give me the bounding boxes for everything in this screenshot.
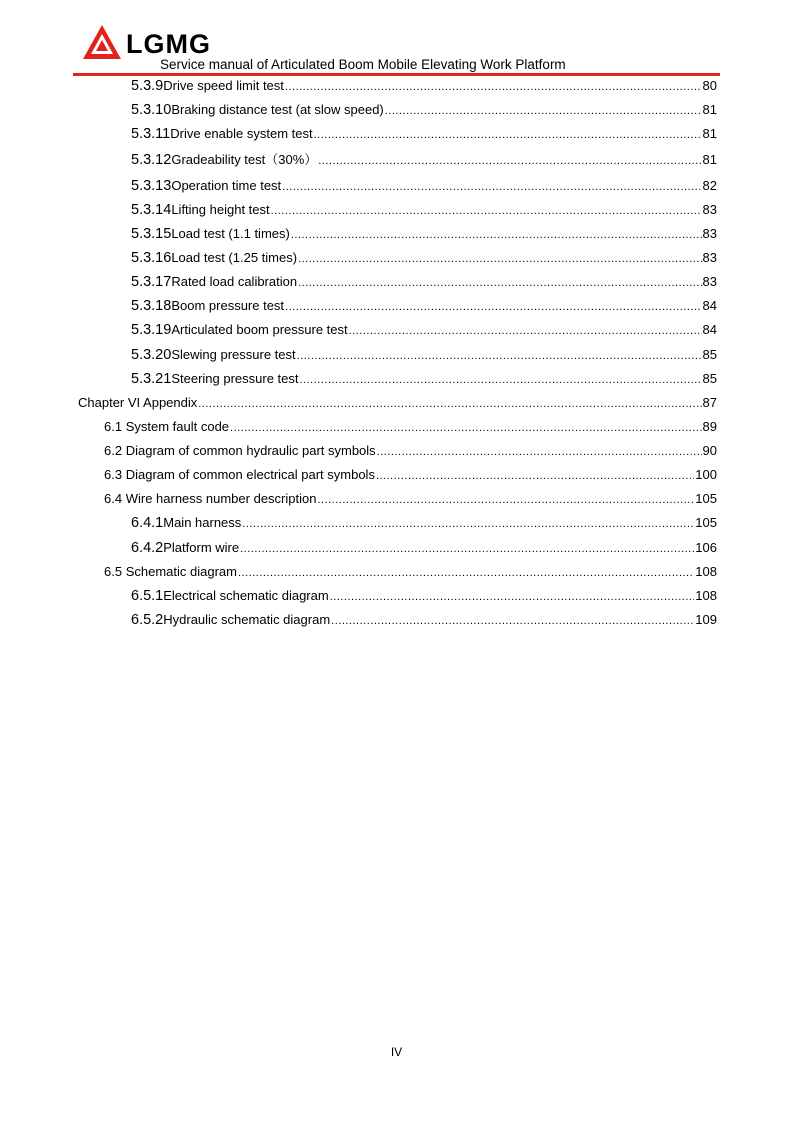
toc-number: 6.3 xyxy=(104,467,123,482)
toc-title: Electrical schematic diagram xyxy=(163,588,329,603)
toc-title: Boom pressure test xyxy=(171,298,285,313)
toc-leader xyxy=(317,491,694,509)
toc-leader xyxy=(349,322,702,340)
toc-entry-6-4-2[interactable] xyxy=(131,539,717,557)
toc-page: 89 xyxy=(702,419,717,434)
toc-page: 80 xyxy=(702,78,717,93)
toc-leader xyxy=(198,395,701,413)
toc-title: Drive speed limit test xyxy=(163,78,284,93)
toc-entry-5-3-21[interactable] xyxy=(131,370,717,388)
toc-page: 108 xyxy=(695,588,717,603)
toc-leader xyxy=(242,515,694,533)
toc-number: 5.3.17 xyxy=(131,274,172,290)
toc-number: 5.3.16 xyxy=(131,250,172,266)
toc-number: 5.3.20 xyxy=(131,347,172,363)
toc-leader xyxy=(376,467,694,485)
toc-leader xyxy=(300,371,702,389)
toc-page: 83 xyxy=(702,250,717,265)
toc-title: Diagram of common hydraulic part symbols xyxy=(125,443,376,458)
toc-leader xyxy=(230,419,702,437)
toc-leader xyxy=(238,564,694,582)
toc-leader xyxy=(377,443,702,461)
header-title: Service manual of Articulated Boom Mobile Elevating Work Platform xyxy=(160,57,566,72)
toc-entry-6-5[interactable] xyxy=(104,563,717,581)
toc-page: 83 xyxy=(702,274,717,289)
toc-title: Platform wire xyxy=(163,540,240,555)
toc-number: 6.5.1 xyxy=(131,588,164,604)
toc-number: 6.4.2 xyxy=(131,540,164,556)
toc-page: 87 xyxy=(702,395,717,410)
toc-entry-5-3-20[interactable] xyxy=(131,346,717,364)
toc-leader xyxy=(385,102,702,120)
toc-entry-6-4-1[interactable] xyxy=(131,514,717,532)
toc-entry-6-5-2[interactable] xyxy=(131,611,717,629)
toc-title: Braking distance test (at slow speed) xyxy=(171,102,384,117)
toc-title: Diagram of common electrical part symbols xyxy=(125,467,375,482)
toc-title: Wire harness number description xyxy=(125,491,317,506)
toc-title: Operation time test xyxy=(171,178,282,193)
toc-page: 84 xyxy=(702,322,717,337)
toc-page: 100 xyxy=(695,467,717,482)
toc-leader xyxy=(271,202,702,220)
toc-title: Load test (1.25 times) xyxy=(171,250,298,265)
toc-title: Articulated boom pressure test xyxy=(171,322,348,337)
toc-entry-5-3-15[interactable] xyxy=(131,225,717,243)
toc-number: 5.3.12 xyxy=(131,152,172,168)
toc-number: 6.5 xyxy=(104,564,123,579)
toc-number: 6.2 xyxy=(104,443,123,458)
toc-page: 81 xyxy=(702,126,717,141)
toc-title: Schematic diagram xyxy=(125,564,237,579)
toc-page: 109 xyxy=(695,612,717,627)
toc-entry-6-4[interactable] xyxy=(104,490,717,508)
toc-title: Rated load calibration xyxy=(171,274,298,289)
toc-leader xyxy=(240,540,694,558)
toc-entry-5-3-19[interactable] xyxy=(131,321,717,339)
lgmg-logo xyxy=(82,24,232,60)
toc-leader xyxy=(298,274,701,292)
toc-leader xyxy=(314,126,702,144)
toc-entry-5-3-13[interactable] xyxy=(131,177,717,195)
toc-page: 108 xyxy=(695,564,717,579)
toc-title: Drive enable system test xyxy=(170,126,313,141)
toc-number: 6.4 xyxy=(104,491,123,506)
toc-entry-5-3-9[interactable] xyxy=(131,77,717,95)
toc-page: 84 xyxy=(702,298,717,313)
toc-page: 106 xyxy=(695,540,717,555)
toc-page: 83 xyxy=(702,226,717,241)
toc-entry-5-3-17[interactable] xyxy=(131,273,717,291)
toc-leader xyxy=(297,347,702,365)
toc-page: 85 xyxy=(702,371,717,386)
toc-page: 105 xyxy=(695,491,717,506)
toc-number: 5.3.14 xyxy=(131,202,172,218)
toc-entry-5-3-12[interactable] xyxy=(131,151,717,169)
toc-title: Slewing pressure test xyxy=(171,347,296,362)
toc-number: 5.3.15 xyxy=(131,226,172,242)
toc-number: 5.3.18 xyxy=(131,298,172,314)
toc-number: 5.3.19 xyxy=(131,322,172,338)
toc-entry-5-3-16[interactable] xyxy=(131,249,717,267)
toc-entry-6-3[interactable] xyxy=(104,466,717,484)
logo-text: LGMG xyxy=(126,29,211,59)
lgmg-logo-icon xyxy=(82,24,122,60)
toc-leader xyxy=(331,612,694,630)
toc-entry-5-3-11[interactable] xyxy=(131,125,717,143)
toc-page: 83 xyxy=(702,202,717,217)
page-number: IV xyxy=(390,1045,403,1059)
toc-leader xyxy=(291,226,702,244)
page-header xyxy=(0,0,793,80)
toc-entry-6-1[interactable] xyxy=(104,418,717,436)
header-rule xyxy=(73,73,720,76)
toc-number: 5.3.21 xyxy=(131,371,172,387)
toc-number: 5.3.13 xyxy=(131,178,172,194)
toc-number: 5.3.10 xyxy=(131,102,172,118)
toc-entry-6-5-1[interactable] xyxy=(131,587,717,605)
toc-entry-6-2[interactable] xyxy=(104,442,717,460)
toc-title: Load test (1.1 times) xyxy=(171,226,290,241)
toc-page: 85 xyxy=(702,347,717,362)
toc-leader xyxy=(298,250,701,268)
toc-title: Gradeability test（30%） xyxy=(171,152,318,167)
toc-page: 81 xyxy=(702,102,717,117)
toc-leader xyxy=(285,78,702,96)
toc-number: 6.1 xyxy=(104,419,123,434)
toc-title: Hydraulic schematic diagram xyxy=(163,612,331,627)
toc-number: 5.3.11 xyxy=(131,126,171,142)
toc-leader xyxy=(282,178,701,196)
toc-number: 6.4.1 xyxy=(131,515,164,531)
toc-entry-5-3-10[interactable] xyxy=(131,101,717,119)
toc-title: Main harness xyxy=(163,515,242,530)
toc-leader xyxy=(285,298,701,316)
toc-number: 6.5.2 xyxy=(131,612,164,628)
toc-entry-5-3-14[interactable] xyxy=(131,201,717,219)
toc-leader xyxy=(330,588,695,606)
toc-page: 105 xyxy=(695,515,717,530)
toc-title: Lifting height test xyxy=(171,202,270,217)
toc-page: 90 xyxy=(702,443,717,458)
toc-entry-5-3-18[interactable] xyxy=(131,297,717,315)
toc-page: 81 xyxy=(702,152,717,167)
toc-title: System fault code xyxy=(125,419,230,434)
toc-number: 5.3.9 xyxy=(131,78,164,94)
toc-leader xyxy=(318,152,701,170)
toc-title: Chapter VI Appendix xyxy=(78,395,198,410)
toc-title: Steering pressure test xyxy=(171,371,299,386)
toc-entry-chapter-vi[interactable] xyxy=(78,394,717,412)
toc-page: 82 xyxy=(702,178,717,193)
